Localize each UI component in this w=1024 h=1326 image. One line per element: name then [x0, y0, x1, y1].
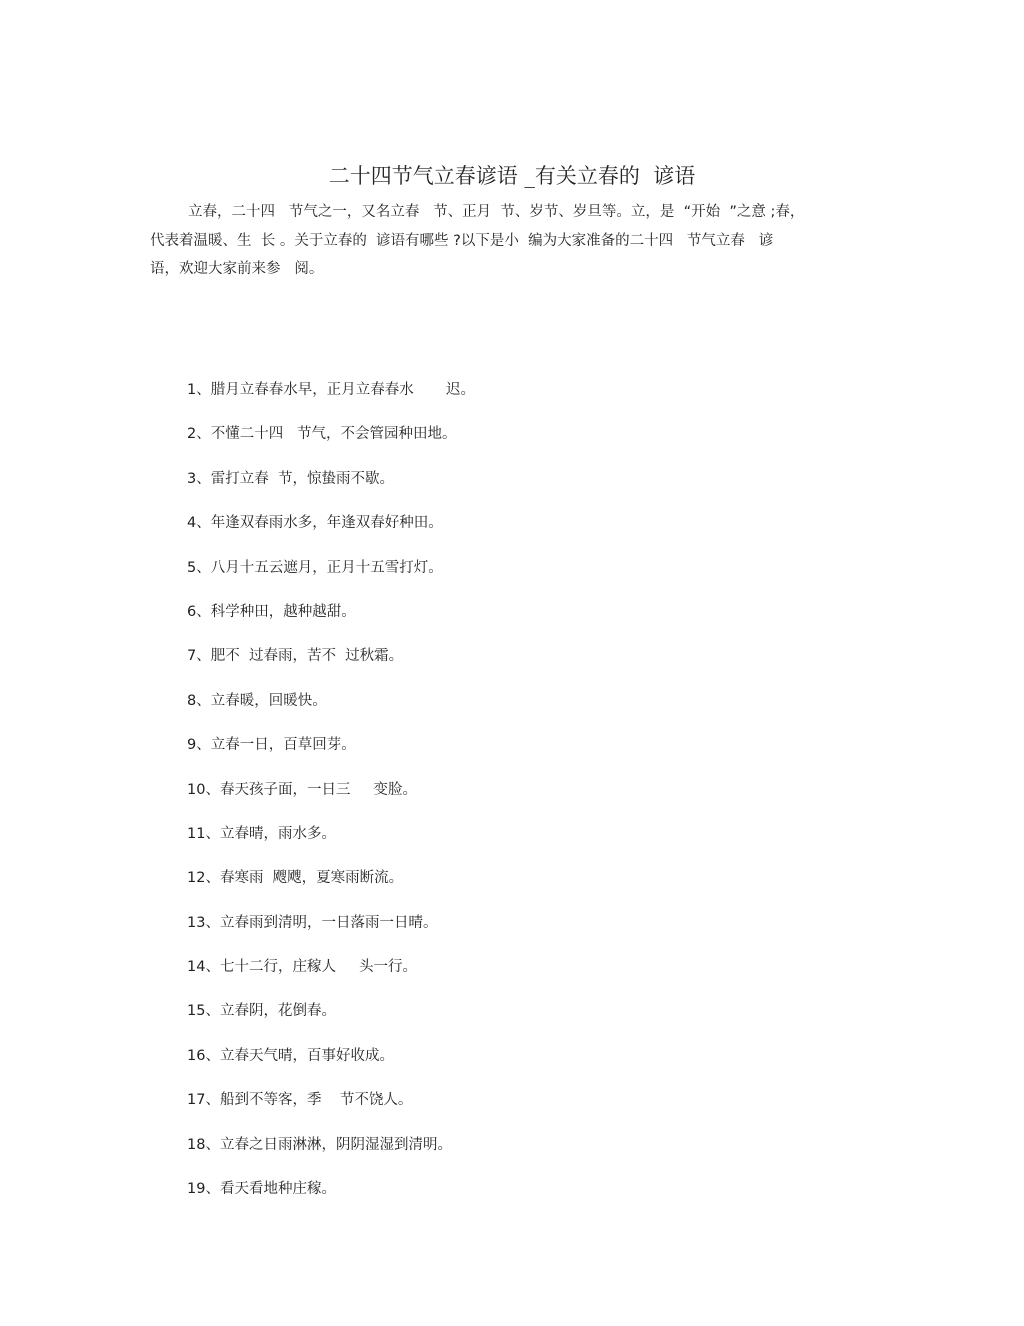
- proverb-item: 7、肥不 过春雨，苦不 过秋霜。: [187, 648, 404, 665]
- proverb-item: 8、立春暖，回暖快。: [187, 692, 327, 709]
- proverb-item: 6、科学种田，越种越甜。: [187, 603, 356, 620]
- intro-paragraph: [150, 198, 890, 284]
- proverb-item: 19、看天看地种庄稼。: [187, 1181, 336, 1198]
- intro-line: 立春，二十四 节气之一，又名立春 节、正月 节、岁节、岁旦等。立，是 “开始 ”之意 ;春，: [188, 204, 805, 220]
- proverb-item: 5、八月十五云遮月，正月十五雪打灯。: [187, 559, 443, 576]
- document-title: 二十四节气立春谚语 _有关立春的 谚语: [328, 164, 696, 188]
- proverb-item: 2、不懂二十四 节气，不会管园种田地。: [187, 426, 457, 443]
- proverb-item: 9、立春一日，百草回芽。: [187, 737, 356, 754]
- proverb-item: 15、立春阴，花倒春。: [187, 1003, 336, 1020]
- proverb-item: 12、春寒雨 飕飕，夏寒雨断流。: [187, 870, 404, 887]
- proverb-item: 14、七十二行，庄稼人 头一行。: [187, 959, 417, 976]
- proverb-item: 4、年逢双春雨水多，年逢双春好种田。: [187, 515, 443, 532]
- proverb-item: 11、立春晴，雨水多。: [187, 825, 336, 842]
- proverb-item: 18、立春之日雨淋淋，阴阴湿湿到清明。: [187, 1136, 452, 1153]
- proverb-item: 1、腊月立春春水早，正月立春春水 迟。: [187, 382, 475, 398]
- proverb-item: 10、春天孩子面，一日三 变脸。: [187, 781, 417, 798]
- proverb-item: 3、雷打立春 节，惊蛰雨不歇。: [187, 470, 394, 487]
- intro-line: 代表着温暖、生 长 。关于立春的 谚语有哪些 ?以下是小 编为大家准备的二十四 节气立春 谚: [150, 232, 774, 249]
- proverb-item: 17、船到不等客，季 节不饶人。: [187, 1092, 413, 1109]
- intro-line: 语，欢迎大家前来参 阅。: [150, 261, 324, 277]
- proverb-item: 16、立春天气晴，百事好收成。: [187, 1047, 394, 1064]
- proverb-item: 13、立春雨到清明，一日落雨一日晴。: [187, 914, 438, 931]
- proverb-list: [187, 374, 475, 1217]
